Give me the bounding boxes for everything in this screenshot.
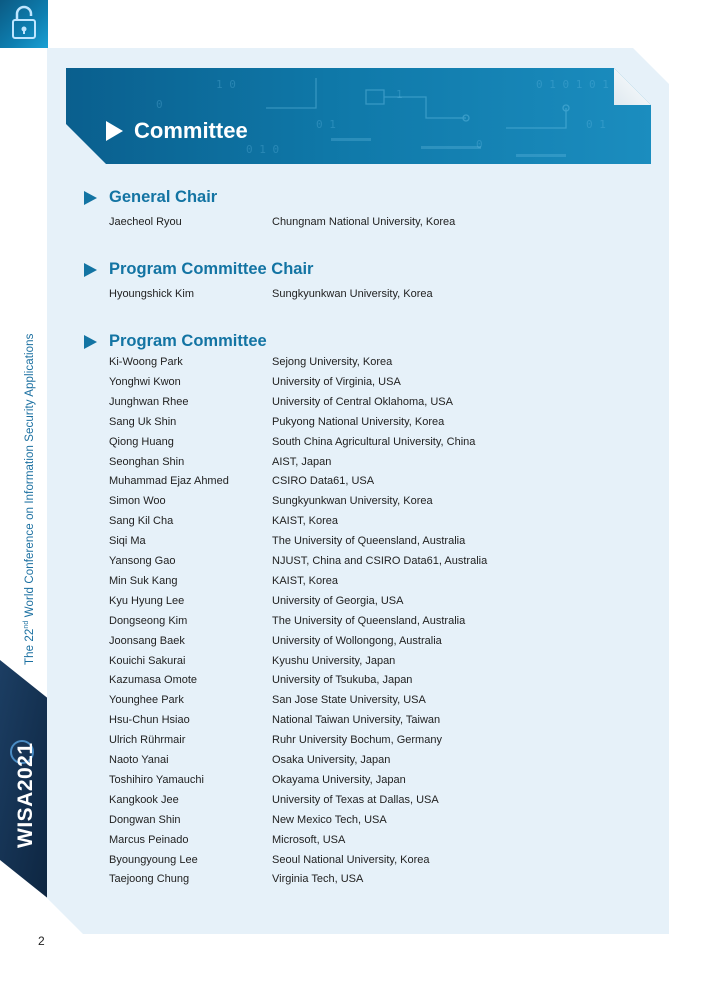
member-name: Younghee Park: [109, 694, 184, 707]
member-name: Dongwan Shin: [109, 813, 181, 826]
member-affiliation: The University of Queensland, Australia: [272, 614, 466, 627]
svg-text:0: 0: [156, 98, 163, 111]
section-title: Program Committee: [109, 332, 267, 350]
member-name: Muhammad Ejaz Ahmed: [109, 475, 229, 488]
member-affiliation: Kyushu University, Japan: [272, 654, 396, 667]
section-general-chair: [84, 188, 217, 207]
member-name: Min Suk Kang: [109, 574, 178, 587]
member-name: Kangkook Jee: [109, 793, 179, 806]
member-affiliation: NJUST, China and CSIRO Data61, Australia: [272, 555, 488, 567]
member-name: Dongseong Kim: [109, 614, 188, 627]
member-affiliation: South China Agricultural University, China: [272, 435, 476, 448]
member-affiliation: University of Tsukuba, Japan: [272, 674, 413, 687]
member-name: Qiong Huang: [109, 435, 174, 448]
member-name: Toshihiro Yamauchi: [109, 773, 204, 786]
member-name: Ulrich Rührmair: [109, 734, 186, 747]
member-name: Seonghan Shin: [109, 455, 185, 468]
binary-pattern: [66, 68, 651, 164]
member-affiliation: Chungnam National University, Korea: [272, 216, 456, 228]
member-name: Kazumasa Omote: [109, 674, 198, 687]
member-affiliation: Okayama University, Japan: [272, 773, 406, 786]
member-name: Simon Woo: [109, 495, 166, 508]
page-title-text: Committee: [134, 118, 248, 143]
member-affiliation: University of Central Oklahoma, USA: [272, 395, 453, 408]
member-affiliation: Virginia Tech, USA: [272, 873, 364, 886]
member-affiliation: KAIST, Korea: [272, 515, 339, 528]
member-name: Sang Uk Shin: [109, 415, 177, 428]
member-name: Hyoungshick Kim: [109, 288, 194, 300]
arrow-right-icon: [106, 121, 123, 141]
member-name: Yonghwi Kwon: [109, 375, 181, 388]
wisa-logo-text: WISA2021: [14, 742, 37, 848]
svg-text:0 1: 0 1: [586, 118, 606, 131]
member-affiliation: New Mexico Tech, USA: [272, 813, 387, 826]
member-affiliation: Sejong University, Korea: [272, 356, 393, 368]
page-number: 2: [38, 934, 45, 948]
member-name: Taejoong Chung: [109, 873, 190, 886]
section-program-committee-chair: [84, 260, 313, 279]
member-name: Byoungyoung Lee: [109, 853, 198, 866]
member-affiliation: KAIST, Korea: [272, 574, 339, 587]
conference-side-title: The 22nd World Conference on Information Security Applications: [23, 333, 36, 665]
member-affiliation: University of Texas at Dallas, USA: [272, 793, 439, 806]
page-title: [106, 118, 248, 144]
svg-text:0 1 0 1 0 1: 0 1 0 1 0 1: [536, 78, 609, 91]
member-affiliation: Ruhr University Bochum, Germany: [272, 734, 442, 747]
member-name: Kyu Hyung Lee: [109, 594, 185, 607]
member-name: Jaecheol Ryou: [109, 216, 182, 228]
member-name: Joonsang Baek: [109, 634, 185, 647]
corner-decoration: [0, 0, 48, 48]
svg-text:0 1 0: 0 1 0: [246, 143, 280, 156]
arrow-right-icon: [84, 263, 97, 277]
lock-icon: [8, 4, 40, 44]
member-affiliation: The University of Queensland, Australia: [272, 535, 466, 548]
member-name: Sang Kil Cha: [109, 515, 174, 528]
member-affiliation: National Taiwan University, Taiwan: [272, 714, 441, 727]
member-affiliation: Sungkyunkwan University, Korea: [272, 288, 433, 300]
member-affiliation: CSIRO Data61, USA: [272, 475, 375, 488]
member-affiliation: Microsoft, USA: [272, 833, 346, 846]
section-program-committee: [84, 332, 267, 351]
member-affiliation: Osaka University, Japan: [272, 754, 391, 766]
member-name: Junghwan Rhee: [109, 395, 189, 408]
member-name: Ki-Woong Park: [109, 356, 183, 368]
svg-text:1: 1: [396, 88, 403, 101]
member-affiliation: University of Virginia, USA: [272, 375, 401, 388]
member-affiliation: University of Wollongong, Australia: [272, 634, 442, 647]
member-affiliation: Sungkyunkwan University, Korea: [272, 495, 433, 508]
section-title: Program Committee Chair: [109, 260, 314, 278]
member-name: Yansong Gao: [109, 555, 176, 567]
svg-text:0: 0: [476, 138, 483, 151]
member-name: Naoto Yanai: [109, 754, 169, 766]
member-name: Siqi Ma: [109, 535, 146, 548]
member-name: Marcus Peinado: [109, 833, 189, 846]
member-name: Kouichi Sakurai: [109, 654, 186, 667]
member-affiliation: Pukyong National University, Korea: [272, 415, 445, 428]
member-affiliation: University of Georgia, USA: [272, 594, 404, 607]
header-banner: [66, 68, 651, 164]
member-affiliation: AIST, Japan: [272, 455, 332, 468]
section-title: General Chair: [109, 188, 218, 206]
member-name: Hsu-Chun Hsiao: [109, 714, 190, 727]
svg-text:1 0: 1 0: [216, 78, 236, 91]
svg-text:0 1: 0 1: [316, 118, 336, 131]
member-affiliation: Seoul National University, Korea: [272, 853, 430, 866]
arrow-right-icon: [84, 335, 97, 349]
arrow-right-icon: [84, 191, 97, 205]
member-affiliation: San Jose State University, USA: [272, 694, 426, 707]
